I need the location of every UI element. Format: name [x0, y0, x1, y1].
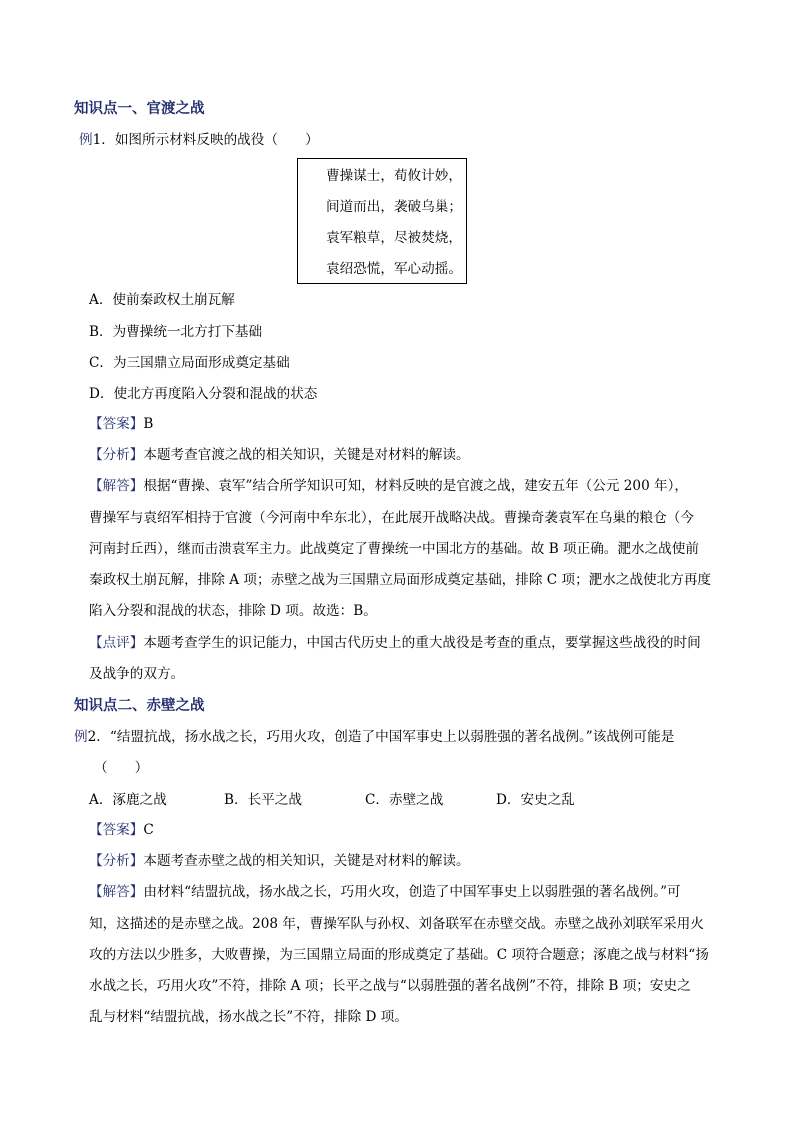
solution-1-line: 秦政权土崩瓦解，排除 A 项；赤壁之战为三国鼎立局面形成奠定基础，排除 C 项；淝水之战使北方再度: [89, 572, 712, 588]
option-d: D．安史之乱: [496, 792, 575, 808]
section-heading-2: 知识点二、赤壁之战: [74, 698, 205, 714]
comment-1-line: 及战争的双方。: [89, 666, 185, 682]
comment-tag: 【点评】: [89, 635, 144, 651]
quote-line: 曹操谋士，荀攸计妙，: [326, 168, 462, 184]
option-b: B．为曹操统一北方打下基础: [89, 324, 263, 340]
solution-1-line: 陷入分裂和混战的状态，排除 D 项。故选：B。: [89, 603, 377, 619]
comment-1-line: [89, 637, 701, 651]
analysis-2: [89, 855, 470, 869]
comment-text: 本题考查学生的识记能力，中国古代历史上的重大战役是考查的重点，要掌握这些战役的时间: [143, 635, 701, 651]
question-2-stem: [74, 731, 674, 745]
option-d: D．使北方再度陷入分裂和混战的状态: [89, 386, 318, 402]
quote-line: 间道而出，袭破乌巢；: [326, 199, 462, 215]
solution-2-line: 攻的方法以少胜多，大败曹操，为三国鼎立局面的形成奠定了基础。C 项符合题意；涿鹿之战与材料“扬: [89, 947, 709, 963]
solution-text: 根据“曹操、袁军”结合所学知识可知，材料反映的是官渡之战，建安五年（公元 200 年），: [143, 478, 689, 494]
question-2-text: “结盟抗战，扬水战之长，巧用火攻，创造了中国军事史上以弱胜强的著名战例。”该战例可能是: [109, 729, 675, 745]
solution-1-line: 河南封丘西），继而击溃袁军主力。此战奠定了曹操统一中国北方的基础。故 B 项正确。淝水之战使前: [89, 541, 699, 557]
solution-2-line: [89, 886, 681, 900]
section-heading-1: 知识点一、官渡之战: [74, 101, 205, 117]
option-a: A．使前秦政权土崩瓦解: [89, 292, 235, 308]
option-a: A．涿鹿之战: [89, 792, 167, 808]
answer-value: C: [143, 822, 154, 838]
question-1-number: 1．: [92, 132, 115, 148]
quote-line: 袁绍恐慌，军心动摇。: [326, 261, 462, 277]
answer-1: [89, 418, 153, 432]
analysis-tag: 【分析】: [89, 447, 144, 463]
analysis-text: 本题考查官渡之战的相关知识，关键是对材料的解读。: [143, 447, 470, 463]
solution-2-line: 知，这描述的是赤壁之战。208 年，曹操军队与孙权、刘备联军在赤壁交战。赤壁之战孙刘联军采用火: [89, 916, 704, 932]
solution-tag: 【解答】: [89, 478, 144, 494]
quote-box: [297, 158, 467, 284]
solution-text: 由材料“结盟抗战，扬水战之长，巧用火攻，创造了中国军事史上以弱胜强的著名战例。”可: [143, 884, 681, 900]
solution-1-line: 曹操军与袁绍军相持于官渡（今河南中牟东北），在此展开战略决战。曹操奇袭袁军在乌巢的粮仓（今: [89, 510, 694, 526]
solution-2-line: 水战之长，巧用火攻”不符，排除 A 项；长平之战与“以弱胜强的著名战例”不符，排除 B 项；安史之: [89, 978, 691, 994]
question-1-stem: [79, 134, 319, 148]
question-1-prefix: 例: [79, 132, 93, 148]
question-1-text: 如图所示材料反映的战役（ ）: [114, 132, 319, 148]
solution-tag: 【解答】: [89, 884, 144, 900]
analysis-tag: 【分析】: [89, 853, 144, 869]
solution-1-line: [89, 480, 688, 494]
answer-tag: 【答案】: [89, 416, 144, 432]
option-c: C．赤壁之战: [365, 792, 444, 808]
analysis-1: [89, 449, 470, 463]
solution-2-line: 乱与材料“结盟抗战，扬水战之长”不符，排除 D 项。: [89, 1009, 408, 1025]
answer-2: [89, 824, 154, 838]
analysis-text: 本题考查赤壁之战的相关知识，关键是对材料的解读。: [143, 853, 470, 869]
question-2-stem-cont: （ ）: [94, 760, 149, 776]
question-2-number: 2．: [87, 729, 110, 745]
answer-tag: 【答案】: [89, 822, 144, 838]
option-b: B．长平之战: [224, 792, 302, 808]
answer-value: B: [143, 416, 154, 432]
option-c: C．为三国鼎立局面形成奠定基础: [89, 355, 290, 371]
quote-line: 袁军粮草，尽被焚烧，: [326, 230, 462, 246]
question-2-prefix: 例: [74, 729, 88, 745]
